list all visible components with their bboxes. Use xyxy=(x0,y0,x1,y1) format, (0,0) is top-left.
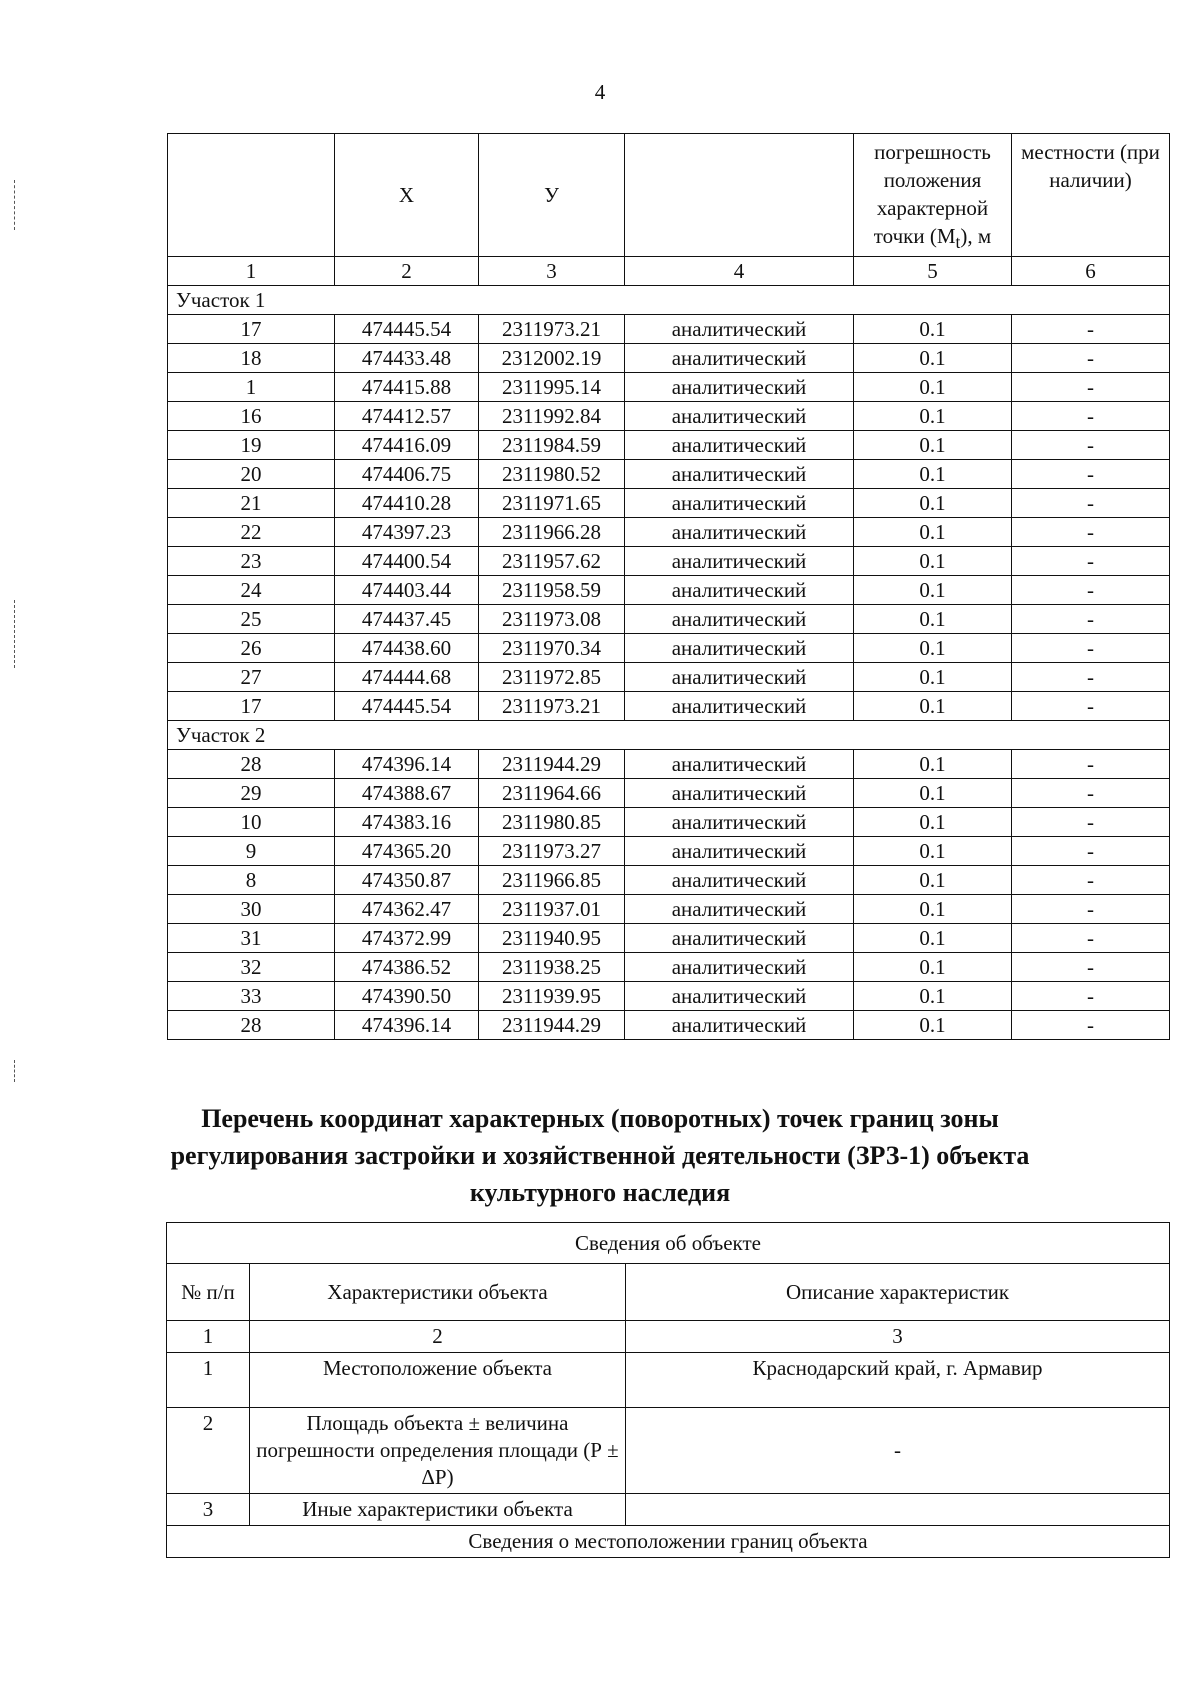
coord-y: 2311944.29 xyxy=(479,750,625,779)
terrain: - xyxy=(1012,518,1170,547)
point-number: 8 xyxy=(168,866,335,895)
row-characteristic: Иные характеристики объекта xyxy=(250,1494,626,1526)
coord-x: 474396.14 xyxy=(335,1011,479,1040)
terrain: - xyxy=(1012,895,1170,924)
column-number: 5 xyxy=(854,257,1012,286)
column-number-row xyxy=(168,257,1170,286)
point-number: 29 xyxy=(168,779,335,808)
header-number: № п/п xyxy=(167,1264,250,1321)
table-row xyxy=(168,779,1170,808)
section-row xyxy=(168,286,1170,315)
terrain: - xyxy=(1012,547,1170,576)
coord-x: 474390.50 xyxy=(335,982,479,1011)
coord-y: 2311972.85 xyxy=(479,663,625,692)
point-number: 22 xyxy=(168,518,335,547)
table-row xyxy=(168,344,1170,373)
coord-y: 2311940.95 xyxy=(479,924,625,953)
terrain: - xyxy=(1012,808,1170,837)
accuracy: 0.1 xyxy=(854,518,1012,547)
coord-y: 2311980.85 xyxy=(479,808,625,837)
column-number: 1 xyxy=(168,257,335,286)
method: аналитический xyxy=(625,460,854,489)
coord-y: 2311973.21 xyxy=(479,692,625,721)
accuracy: 0.1 xyxy=(854,431,1012,460)
terrain: - xyxy=(1012,431,1170,460)
point-number: 30 xyxy=(168,895,335,924)
point-number: 9 xyxy=(168,837,335,866)
terrain: - xyxy=(1012,1011,1170,1040)
page-number: 4 xyxy=(594,80,606,104)
method: аналитический xyxy=(625,779,854,808)
accuracy: 0.1 xyxy=(854,489,1012,518)
table-row xyxy=(168,895,1170,924)
table-row xyxy=(168,547,1170,576)
table-row xyxy=(168,634,1170,663)
coord-y: 2312002.19 xyxy=(479,344,625,373)
table-row xyxy=(168,431,1170,460)
terrain: - xyxy=(1012,924,1170,953)
coord-x: 474433.48 xyxy=(335,344,479,373)
column-number: 4 xyxy=(625,257,854,286)
scan-margin-mark xyxy=(14,600,15,668)
accuracy: 0.1 xyxy=(854,779,1012,808)
coord-x: 474444.68 xyxy=(335,663,479,692)
table-row xyxy=(168,808,1170,837)
terrain: - xyxy=(1012,837,1170,866)
object-table-title: Сведения об объекте xyxy=(167,1223,1170,1264)
point-number: 31 xyxy=(168,924,335,953)
column-number: 2 xyxy=(335,257,479,286)
coord-y: 2311937.01 xyxy=(479,895,625,924)
terrain: - xyxy=(1012,663,1170,692)
point-number: 32 xyxy=(168,953,335,982)
coord-x: 474397.23 xyxy=(335,518,479,547)
table-row xyxy=(168,953,1170,982)
accuracy: 0.1 xyxy=(854,315,1012,344)
coordinates-table xyxy=(167,133,1170,1040)
accuracy: 0.1 xyxy=(854,576,1012,605)
terrain: - xyxy=(1012,750,1170,779)
terrain: - xyxy=(1012,634,1170,663)
accuracy: 0.1 xyxy=(854,344,1012,373)
row-number: 2 xyxy=(167,1408,250,1494)
accuracy: 0.1 xyxy=(854,634,1012,663)
terrain: - xyxy=(1012,982,1170,1011)
row-description xyxy=(626,1494,1170,1526)
coord-y: 2311984.59 xyxy=(479,431,625,460)
coord-x: 474388.67 xyxy=(335,779,479,808)
object-column-number-row xyxy=(167,1321,1170,1353)
method: аналитический xyxy=(625,402,854,431)
coord-y: 2311938.25 xyxy=(479,953,625,982)
scan-margin-mark xyxy=(14,180,15,230)
table-row xyxy=(168,924,1170,953)
table-row xyxy=(168,460,1170,489)
coord-y: 2311966.85 xyxy=(479,866,625,895)
method: аналитический xyxy=(625,750,854,779)
table-row xyxy=(168,692,1170,721)
accuracy: 0.1 xyxy=(854,373,1012,402)
header-cell-error: погрешность положения характерной точки $(М_t)$, м xyxy=(854,134,1012,257)
method: аналитический xyxy=(625,634,854,663)
coord-y: 2311973.21 xyxy=(479,315,625,344)
method: аналитический xyxy=(625,344,854,373)
row-description: - xyxy=(626,1408,1170,1494)
section-label: Участок 2 xyxy=(168,721,1170,750)
terrain: - xyxy=(1012,953,1170,982)
point-number: 28 xyxy=(168,750,335,779)
column-number: 3 xyxy=(626,1321,1170,1353)
object-info-table xyxy=(166,1222,1170,1558)
terrain: - xyxy=(1012,373,1170,402)
header-characteristics: Характеристики объекта xyxy=(250,1264,626,1321)
terrain: - xyxy=(1012,576,1170,605)
coord-y: 2311995.14 xyxy=(479,373,625,402)
point-number: 26 xyxy=(168,634,335,663)
coord-y: 2311992.84 xyxy=(479,402,625,431)
table-row xyxy=(167,1494,1170,1526)
method: аналитический xyxy=(625,489,854,518)
method: аналитический xyxy=(625,895,854,924)
method: аналитический xyxy=(625,605,854,634)
table-row xyxy=(167,1408,1170,1494)
column-number: 6 xyxy=(1012,257,1170,286)
point-number: 21 xyxy=(168,489,335,518)
scan-margin-mark xyxy=(14,1060,15,1082)
coord-y: 2311973.27 xyxy=(479,837,625,866)
header-cell-terrain: местности (при наличии) xyxy=(1012,134,1170,257)
method: аналитический xyxy=(625,518,854,547)
method: аналитический xyxy=(625,924,854,953)
coord-x: 474372.99 xyxy=(335,924,479,953)
coord-x: 474365.20 xyxy=(335,837,479,866)
table-row xyxy=(168,837,1170,866)
method: аналитический xyxy=(625,982,854,1011)
accuracy: 0.1 xyxy=(854,1011,1012,1040)
column-number: 1 xyxy=(167,1321,250,1353)
row-number: 3 xyxy=(167,1494,250,1526)
point-number: 33 xyxy=(168,982,335,1011)
terrain: - xyxy=(1012,402,1170,431)
table-row xyxy=(168,750,1170,779)
row-description: Краснодарский край, г. Армавир xyxy=(626,1353,1170,1408)
coord-x: 474386.52 xyxy=(335,953,479,982)
coord-y: 2311944.29 xyxy=(479,1011,625,1040)
point-number: 25 xyxy=(168,605,335,634)
coord-x: 474410.28 xyxy=(335,489,479,518)
coord-y: 2311966.28 xyxy=(479,518,625,547)
section-label: Участок 1 xyxy=(168,286,1170,315)
coord-x: 474350.87 xyxy=(335,866,479,895)
method: аналитический xyxy=(625,373,854,402)
coord-x: 474362.47 xyxy=(335,895,479,924)
accuracy: 0.1 xyxy=(854,547,1012,576)
accuracy: 0.1 xyxy=(854,402,1012,431)
accuracy: 0.1 xyxy=(854,982,1012,1011)
accuracy: 0.1 xyxy=(854,750,1012,779)
accuracy: 0.1 xyxy=(854,895,1012,924)
table-row xyxy=(168,315,1170,344)
row-characteristic: Местоположение объекта xyxy=(250,1353,626,1408)
coord-y: 2311973.08 xyxy=(479,605,625,634)
accuracy: 0.1 xyxy=(854,837,1012,866)
accuracy: 0.1 xyxy=(854,953,1012,982)
coord-x: 474412.57 xyxy=(335,402,479,431)
coord-x: 474445.54 xyxy=(335,315,479,344)
heading-line: Перечень координат характерных (поворотных) точек границ зоны xyxy=(201,1104,999,1133)
heading-line: регулирования застройки и хозяйственной деятельности (ЗРЗ-1) объекта xyxy=(170,1141,1030,1170)
coord-x: 474438.60 xyxy=(335,634,479,663)
method: аналитический xyxy=(625,663,854,692)
point-number: 23 xyxy=(168,547,335,576)
table-row xyxy=(167,1353,1170,1408)
table-row xyxy=(168,1011,1170,1040)
accuracy: 0.1 xyxy=(854,460,1012,489)
table-row xyxy=(168,663,1170,692)
accuracy: 0.1 xyxy=(854,866,1012,895)
table-row xyxy=(168,866,1170,895)
method: аналитический xyxy=(625,547,854,576)
point-number: 16 xyxy=(168,402,335,431)
terrain: - xyxy=(1012,692,1170,721)
row-characteristic: Площадь объекта ± величина погрешности определения площади (Р ± ΔР) xyxy=(250,1408,626,1494)
table-row xyxy=(168,489,1170,518)
point-number: 24 xyxy=(168,576,335,605)
table-row xyxy=(168,605,1170,634)
accuracy: 0.1 xyxy=(854,808,1012,837)
method: аналитический xyxy=(625,808,854,837)
table-header-row xyxy=(168,134,1170,257)
table-row xyxy=(168,402,1170,431)
coord-x: 474383.16 xyxy=(335,808,479,837)
coord-x: 474445.54 xyxy=(335,692,479,721)
object-table-header-row xyxy=(167,1264,1170,1321)
table-row xyxy=(168,576,1170,605)
column-number: 2 xyxy=(250,1321,626,1353)
coord-y: 2311957.62 xyxy=(479,547,625,576)
row-number: 1 xyxy=(167,1353,250,1408)
coord-x: 474400.54 xyxy=(335,547,479,576)
point-number: 1 xyxy=(168,373,335,402)
section-heading xyxy=(150,1100,1050,1211)
accuracy: 0.1 xyxy=(854,605,1012,634)
object-table-footer: Сведения о местоположении границ объекта xyxy=(167,1526,1170,1558)
header-cell-method xyxy=(625,134,854,257)
table-row xyxy=(168,518,1170,547)
method: аналитический xyxy=(625,866,854,895)
coord-x: 474406.75 xyxy=(335,460,479,489)
method: аналитический xyxy=(625,576,854,605)
accuracy: 0.1 xyxy=(854,924,1012,953)
method: аналитический xyxy=(625,1011,854,1040)
method: аналитический xyxy=(625,953,854,982)
column-number: 3 xyxy=(479,257,625,286)
terrain: - xyxy=(1012,460,1170,489)
terrain: - xyxy=(1012,866,1170,895)
accuracy: 0.1 xyxy=(854,692,1012,721)
header-cell-x: Х xyxy=(335,134,479,257)
coord-y: 2311939.95 xyxy=(479,982,625,1011)
coord-y: 2311964.66 xyxy=(479,779,625,808)
accuracy: 0.1 xyxy=(854,663,1012,692)
method: аналитический xyxy=(625,315,854,344)
header-cell-1 xyxy=(168,134,335,257)
heading-line: культурного наследия xyxy=(469,1178,731,1207)
coord-x: 474416.09 xyxy=(335,431,479,460)
coord-x: 474396.14 xyxy=(335,750,479,779)
coord-x: 474437.45 xyxy=(335,605,479,634)
object-table-footer-row xyxy=(167,1526,1170,1558)
point-number: 17 xyxy=(168,692,335,721)
method: аналитический xyxy=(625,431,854,460)
coord-y: 2311970.34 xyxy=(479,634,625,663)
point-number: 20 xyxy=(168,460,335,489)
terrain: - xyxy=(1012,344,1170,373)
point-number: 10 xyxy=(168,808,335,837)
table-row xyxy=(168,373,1170,402)
terrain: - xyxy=(1012,489,1170,518)
point-number: 19 xyxy=(168,431,335,460)
terrain: - xyxy=(1012,605,1170,634)
table-row xyxy=(168,982,1170,1011)
terrain: - xyxy=(1012,779,1170,808)
point-number: 28 xyxy=(168,1011,335,1040)
object-table-title-row xyxy=(167,1223,1170,1264)
coord-x: 474403.44 xyxy=(335,576,479,605)
point-number: 18 xyxy=(168,344,335,373)
method: аналитический xyxy=(625,692,854,721)
header-description: Описание характеристик xyxy=(626,1264,1170,1321)
section-row xyxy=(168,721,1170,750)
method: аналитический xyxy=(625,837,854,866)
point-number: 17 xyxy=(168,315,335,344)
coord-x: 474415.88 xyxy=(335,373,479,402)
terrain: - xyxy=(1012,315,1170,344)
coord-y: 2311958.59 xyxy=(479,576,625,605)
point-number: 27 xyxy=(168,663,335,692)
header-cell-y: У xyxy=(479,134,625,257)
coord-y: 2311971.65 xyxy=(479,489,625,518)
coord-y: 2311980.52 xyxy=(479,460,625,489)
